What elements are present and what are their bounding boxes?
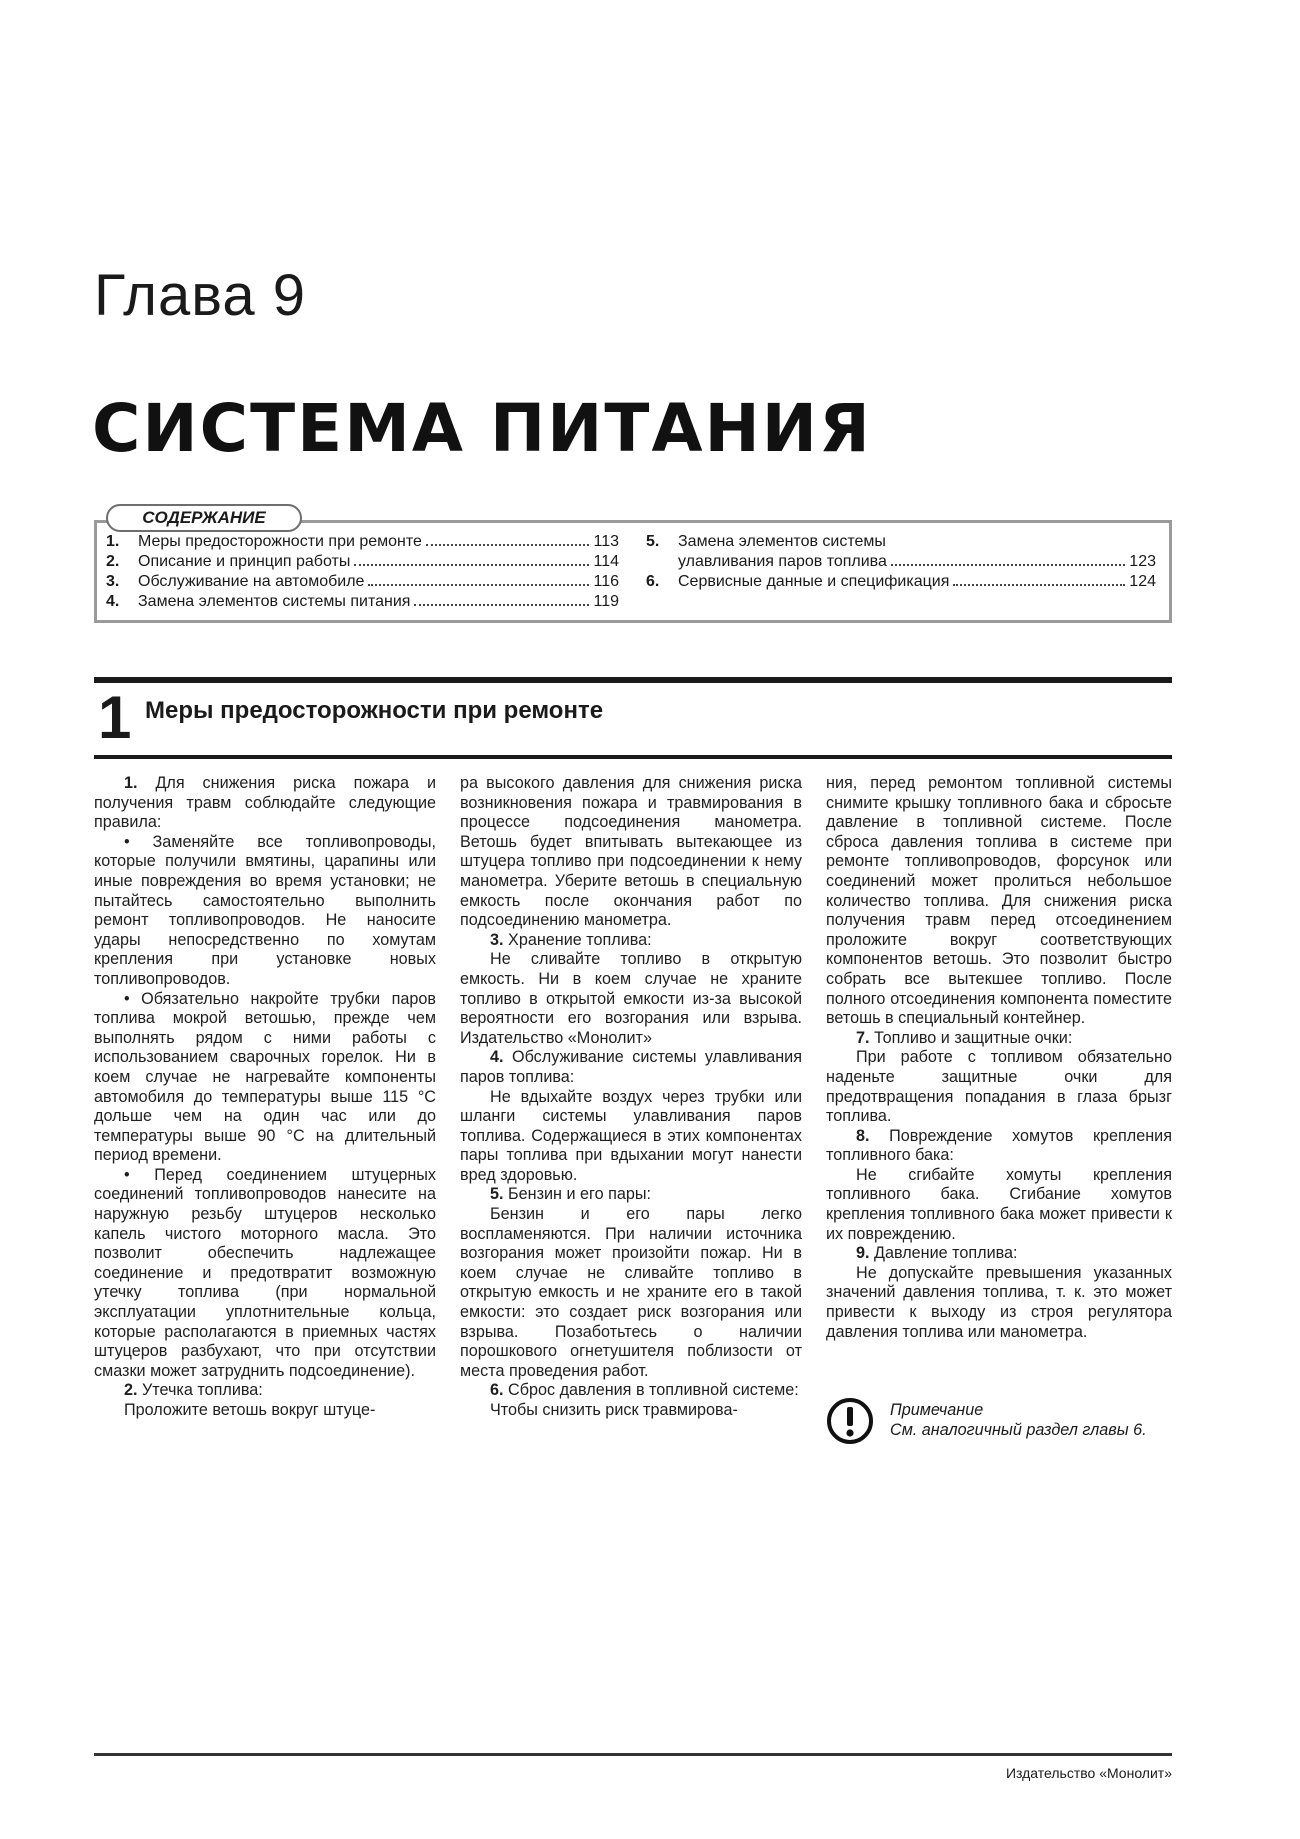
item-text: Бензин и его пары: <box>508 1185 651 1204</box>
footer-rule <box>94 1753 1172 1756</box>
toc-entry-number: 5. <box>646 533 660 550</box>
item-number: 8. <box>856 1126 870 1145</box>
toc-entry-number: 1. <box>106 533 120 550</box>
item-number: 4. <box>490 1048 504 1067</box>
chapter-title: СИСТЕМА ПИТАНИЯ <box>92 390 872 467</box>
item-text: Топливо и защитные очки: <box>874 1028 1073 1047</box>
section-title: Меры предосторожности при ремонте <box>145 697 604 724</box>
paragraph: • Заменяйте все топливопроводы, которые получили вмятины, царапины или иные повреждения во время установки; не пытайтесь самостоятельно выполнить ремонт топливопроводов. Не наносите удары непосредственно по хомутам крепления при установке новых топливопроводов. <box>94 832 436 988</box>
paragraph <box>460 1048 802 1087</box>
paragraph <box>460 1381 802 1401</box>
item-text: Хранение топлива: <box>508 930 652 949</box>
toc-entry-title: Замена элементов системы <box>678 533 886 550</box>
paragraph <box>94 774 436 833</box>
toc-leader-dots <box>414 604 589 606</box>
item-number: 6. <box>490 1381 504 1400</box>
note-text: См. аналогичный раздел главы 6. <box>890 1421 1147 1439</box>
item-number: 9. <box>856 1244 870 1263</box>
paragraph: Бензин и его пары легко воспламеняются. При наличии источника возгорания может произойти пожар. Ни в коем случае не сливайте топливо в открытую емкость и не храните его в такой емкости: это создает риск возгорания или взрыва. Позаботьтесь о наличии порошкового огнетушителя поблизости от места проведения работ. <box>460 1205 802 1380</box>
toc-right-column <box>646 532 1156 592</box>
paragraph: При работе с топливом обязательно наденьте защитные очки для предотвращения попадания в глаза брызг топлива. <box>826 1048 1172 1126</box>
paragraph: ния, перед ремонтом топливной системы снимите крышку топливного бака и сбросьте давление в топливной системе. После сброса давления топлива в системе при ремонте топливопроводов, форсунок или соединений может пролиться небольшое количество топлива. Для снижения риска получения травм перед отсоединением проложите вокруг соответствующих компонентов ветошь. Это позволит быстро собрать все вытекшее топливо. После полного отсоединения компонента поместите ветошь в специальный контейнер. <box>826 774 1172 1028</box>
paragraph: Не сгибайте хомуты крепления топливного бака. Сгибание хомутов крепления топливного бака может привести к их повреждению. <box>826 1165 1172 1243</box>
paragraph <box>826 1127 1172 1166</box>
item-number: 2. <box>124 1381 138 1400</box>
item-number: 3. <box>490 930 504 949</box>
toc-entry[interactable] <box>646 572 1156 592</box>
paragraph: Проложите ветошь вокруг штуце- <box>124 1401 376 1419</box>
exclamation-circle-icon <box>826 1397 874 1445</box>
toc-entry-page: 114 <box>593 553 619 570</box>
section-number: 1 <box>98 684 132 751</box>
item-number: 1. <box>124 774 138 792</box>
body-column-1 <box>94 774 436 1421</box>
toc-entry[interactable] <box>106 592 619 612</box>
paragraph: Не вдыхайте воздух через трубки или шланги системы улавливания паров топлива. Содержащиеся в этих компонентах пары топлива при вдыхании могут нанести вред здоровью. <box>460 1087 802 1184</box>
toc-entry-page: 124 <box>1129 573 1156 590</box>
toc-leader-dots <box>368 584 589 586</box>
footer-publisher: Издательство «Монолит» <box>1005 1765 1172 1781</box>
paragraph <box>94 1381 436 1401</box>
toc-entry-title: Обслуживание на автомобиле <box>138 573 365 590</box>
section-bottom-rule <box>94 755 1172 759</box>
toc-entry-title: Меры предосторожности при ремонте <box>138 533 422 550</box>
item-text: Давление топлива: <box>874 1244 1018 1263</box>
paragraph <box>460 1185 802 1205</box>
paragraph <box>826 1244 1172 1264</box>
section-top-rule <box>94 677 1172 683</box>
toc-left-column <box>106 532 619 612</box>
toc-entry-page: 123 <box>1129 553 1156 570</box>
toc-leader-dots <box>953 584 1125 586</box>
paragraph: ра высокого давления для снижения риска возникновения пожара и травмирования в процессе подсоединения манометра. Ветошь будет впитывать вытекающее из штуцера топливо при подсоединении к нему манометра. Уберите ветошь в специальную емкость после окончания работ по подсоединению манометра. <box>460 774 802 930</box>
paragraph: Не сливайте топливо в открытую емкость. Ни в коем случае не храните топливо в открытой емкости из-за высокой вероятности его возгорания или взрыва. Издательство «Монолит» <box>460 950 802 1047</box>
item-text: Сброс давления в топливной системе: <box>508 1381 799 1400</box>
toc-entry-page: 119 <box>593 593 619 610</box>
paragraph <box>826 1029 1172 1049</box>
item-text: Повреждение хомутов крепления топливного бака: <box>826 1126 1172 1165</box>
toc-entry-number: 2. <box>106 553 120 570</box>
chapter-label: Глава 9 <box>94 263 307 328</box>
paragraph: • Обязательно накройте трубки паров топлива мокрой ветошью, прежде чем выполнять рядом с ними работы с использованием сварочных горелок. Ни в коем случае не нагревайте компоненты автомобиля до температуры выше 115 °С дольше чем на один час или до температуры выше 90 °С на длительный период времени. <box>94 989 436 1165</box>
toc-entry-page: 113 <box>593 533 619 550</box>
item-text: Для снижения риска пожара и получения травм соблюдайте следующие правила: <box>94 774 436 832</box>
toc-leader-dots <box>891 564 1125 566</box>
body-column-3 <box>826 774 1172 1342</box>
toc-entry-number: 4. <box>106 593 120 610</box>
paragraph <box>460 931 802 951</box>
paragraph: • Перед соединением штуцерных соединений топливопроводов нанесите на наружную резьбу штуцеров несколько капель чистого моторного масла. Это позволит обеспечить надлежащее соединение и предотвратит возможную утечку топлива (при нормальной эксплуатации уплотнительные кольца, которые располагаются в приемных частях штуцеров разбухают, что при отсутствии смазки может затруднить подсоединение). <box>94 1165 436 1380</box>
toc-entry-title: Сервисные данные и спецификация <box>678 573 950 590</box>
toc-entry[interactable] <box>106 552 619 572</box>
toc-entry-page: 116 <box>593 573 619 590</box>
toc-header: СОДЕРЖАНИЕ <box>106 504 302 532</box>
toc-entry-number: 6. <box>646 573 660 590</box>
toc-leader-dots <box>354 564 589 566</box>
toc-entry-title-continued: улавливания паров топлива <box>678 553 887 570</box>
toc-entry-number: 3. <box>106 573 120 590</box>
body-column-2 <box>460 774 802 1421</box>
toc-entry[interactable] <box>106 532 619 552</box>
toc-entry-title: Замена элементов системы питания <box>138 593 411 610</box>
paragraph: Чтобы снизить риск травмирова- <box>490 1401 738 1419</box>
toc-entry[interactable] <box>646 532 1156 572</box>
paragraph: Не допускайте превышения указанных значений давления топлива, т. к. это может привести к выходу из строя регулятора давления топлива или манометра. <box>826 1263 1172 1341</box>
item-number: 7. <box>856 1028 870 1047</box>
note-title: Примечание <box>890 1401 984 1419</box>
item-number: 5. <box>490 1185 504 1204</box>
item-text: Обслуживание системы улавливания паров топлива: <box>460 1048 802 1086</box>
toc-entry-title: Описание и принцип работы <box>138 553 351 570</box>
item-text: Утечка топлива: <box>142 1381 263 1400</box>
toc-leader-dots <box>426 544 590 546</box>
toc-entry[interactable] <box>106 572 619 592</box>
note-callout <box>826 1397 1172 1449</box>
